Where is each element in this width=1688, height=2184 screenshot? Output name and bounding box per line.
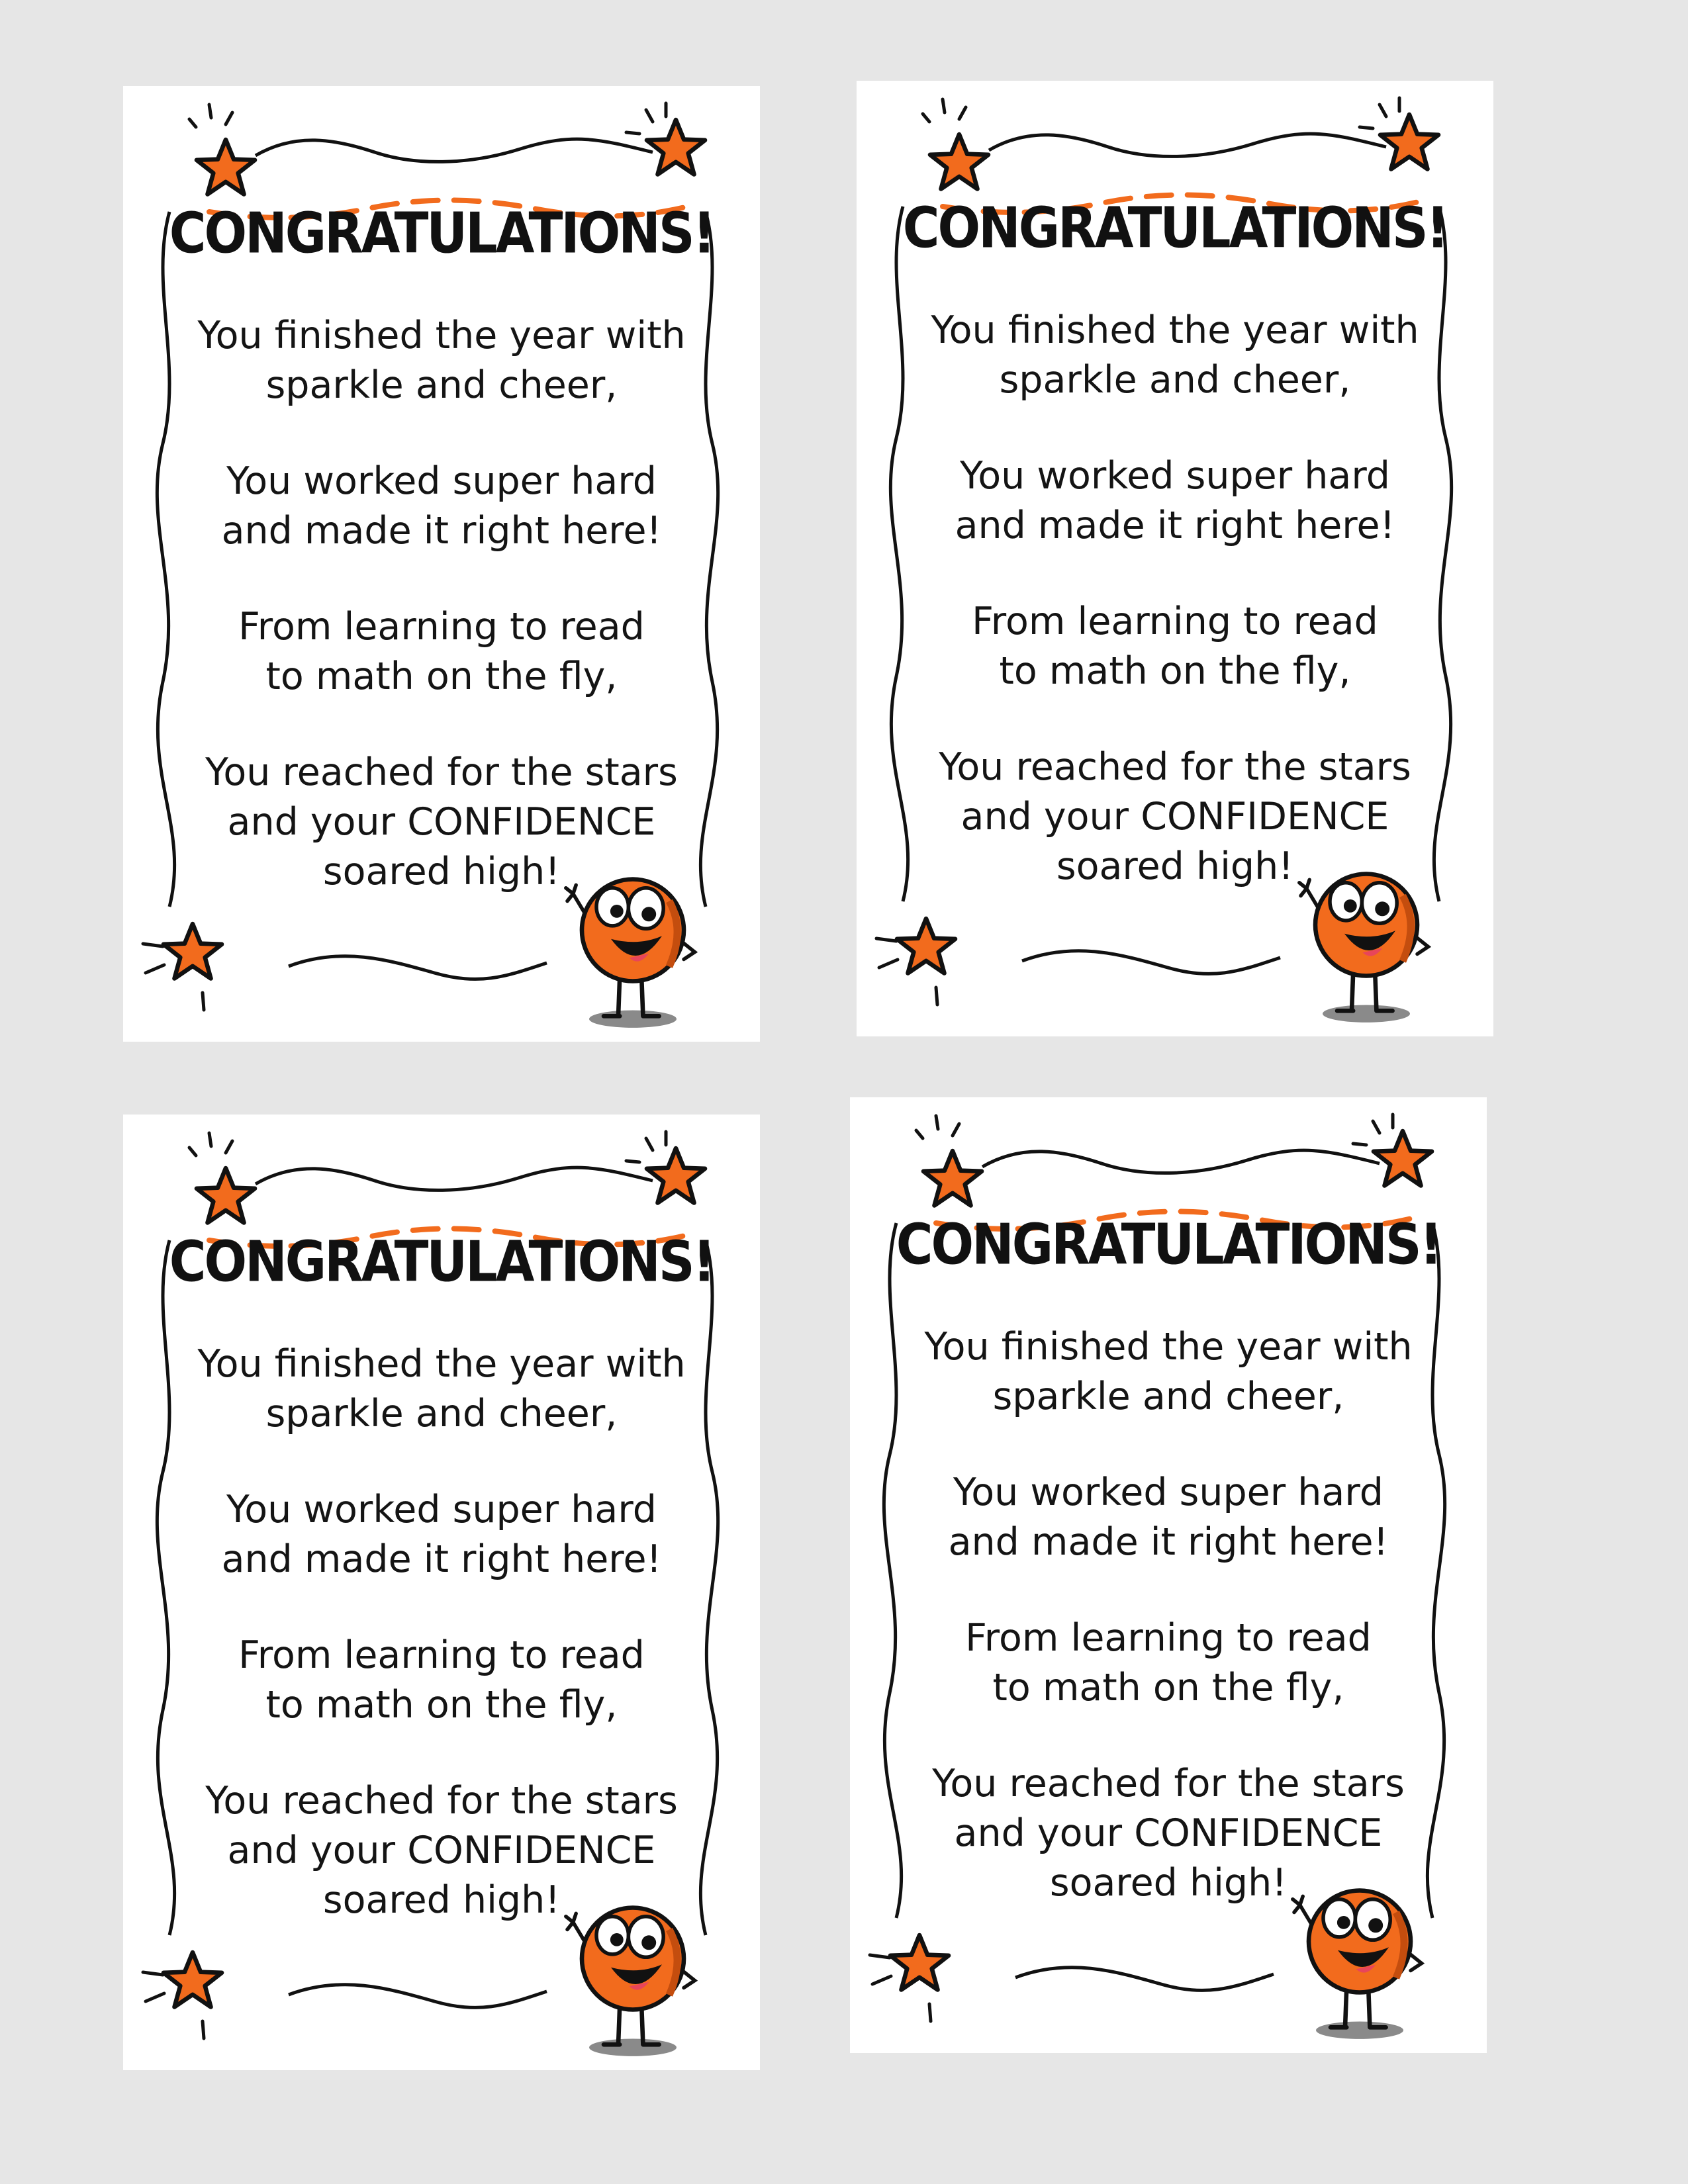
card-title: CONGRATULATIONS! (169, 200, 714, 266)
certificate-card (857, 81, 1493, 1036)
poem-line: You finished the year with (197, 314, 686, 357)
poem-line: to math on the fly, (999, 649, 1351, 693)
poem-stanza (123, 1340, 760, 1439)
poem-line: You reached for the stars (932, 1762, 1405, 1805)
poem-line: and your CONFIDENCE (961, 795, 1389, 839)
certificate-card (123, 86, 760, 1042)
poem-line: and made it right here! (948, 1520, 1389, 1564)
poem-line: and your CONFIDENCE (227, 1829, 656, 1872)
orange-star-icon (1380, 114, 1438, 169)
poem-line: sparkle and cheer, (265, 363, 618, 407)
orange-star-icon (930, 134, 988, 189)
poem (857, 306, 1493, 938)
poem-stanza (850, 1468, 1487, 1567)
poem-line: and made it right here! (221, 1537, 662, 1581)
poem-line: soared high! (322, 850, 561, 893)
card-title: CONGRATULATIONS! (169, 1228, 714, 1295)
orange-star-icon (1374, 1131, 1432, 1186)
poem-line: and made it right here! (955, 504, 1395, 547)
poem-stanza (123, 1485, 760, 1584)
poem (123, 311, 760, 943)
poem-line: sparkle and cheer, (265, 1392, 618, 1435)
orange-star-icon (923, 1151, 982, 1206)
poem-line: From learning to read (238, 605, 645, 649)
card-title: CONGRATULATIONS! (902, 195, 1448, 261)
poem-line: and your CONFIDENCE (227, 800, 656, 844)
poem-line: You finished the year with (197, 1342, 686, 1386)
poem-line: You worked super hard (226, 1488, 657, 1531)
poem-stanza (123, 748, 760, 897)
poem-line: soared high! (1049, 1861, 1288, 1905)
poem-line: From learning to read (965, 1616, 1372, 1660)
card-title: CONGRATULATIONS! (896, 1211, 1441, 1277)
poem-line: From learning to read (972, 600, 1378, 643)
poem-line: You reached for the stars (205, 1779, 678, 1823)
poem-stanza (857, 451, 1493, 551)
certificate-card (123, 1115, 760, 2070)
poem-line: to math on the fly, (265, 655, 618, 698)
orange-star-icon (647, 120, 705, 175)
poem-line: and your CONFIDENCE (954, 1811, 1383, 1855)
poem-line: From learning to read (238, 1633, 645, 1677)
poem-stanza (857, 597, 1493, 696)
poem-line: sparkle and cheer, (999, 358, 1351, 402)
poem-line: You finished the year with (931, 308, 1419, 352)
poem-stanza (850, 1322, 1487, 1422)
poem-line: You worked super hard (960, 454, 1390, 498)
poem-line: soared high! (322, 1878, 561, 1922)
poem-stanza (123, 1631, 760, 1730)
poem-line: You worked super hard (226, 459, 657, 503)
orange-star-icon (197, 140, 255, 195)
poem-stanza (123, 457, 760, 556)
poem-line: You reached for the stars (939, 745, 1411, 789)
poem-stanza (123, 602, 760, 702)
orange-star-icon (647, 1148, 705, 1203)
poem (123, 1340, 760, 1972)
poem-stanza (850, 1614, 1487, 1713)
poem-stanza (850, 1759, 1487, 1908)
poem-line: and made it right here! (221, 509, 662, 553)
poem-line: You finished the year with (924, 1325, 1413, 1369)
orange-star-icon (197, 1168, 255, 1223)
poem-line: soared high! (1056, 844, 1294, 888)
poem-line: to math on the fly, (265, 1683, 618, 1727)
poem-stanza (123, 311, 760, 410)
poem-line: sparkle and cheer, (992, 1375, 1344, 1418)
poem (850, 1322, 1487, 1954)
poem-stanza (123, 1776, 760, 1925)
poem-stanza (857, 743, 1493, 891)
certificate-card (850, 1097, 1487, 2053)
poem-line: to math on the fly, (992, 1666, 1344, 1709)
poem-line: You reached for the stars (205, 751, 678, 794)
poem-stanza (857, 306, 1493, 405)
poem-line: You worked super hard (953, 1471, 1383, 1514)
